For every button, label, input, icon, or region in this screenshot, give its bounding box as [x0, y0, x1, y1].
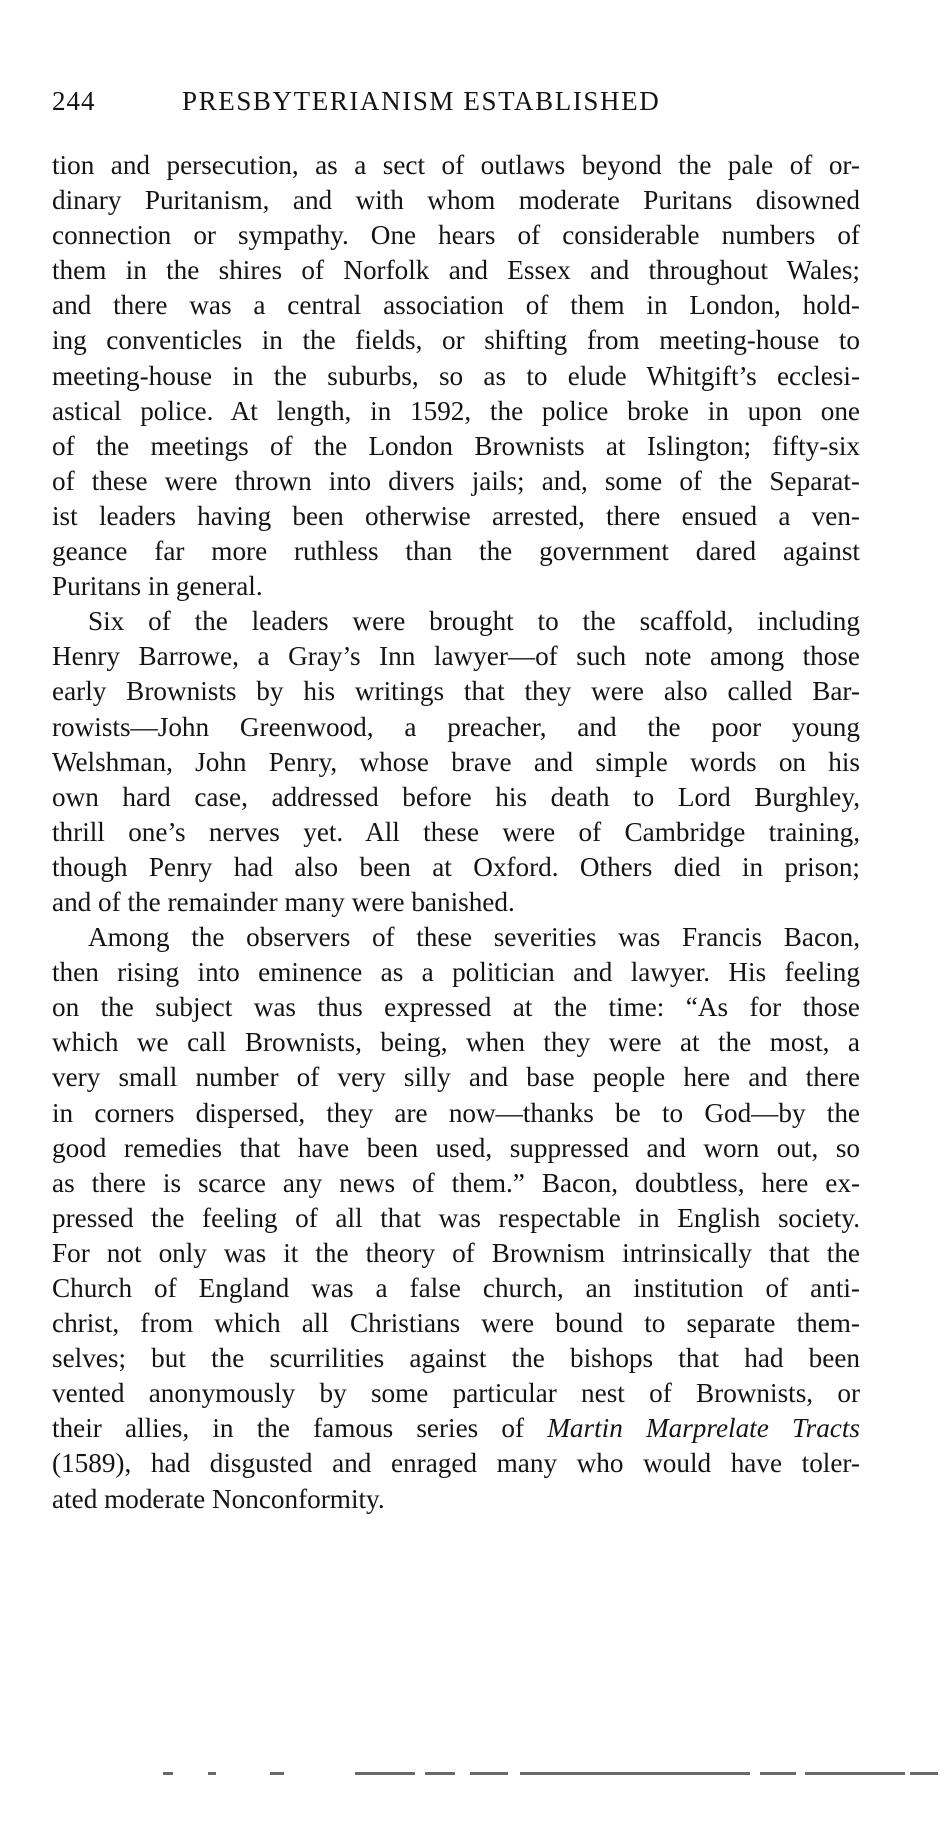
running-head: [52, 86, 862, 122]
text-line: as there is scarce any news of them.” Bacon, doubtless, here ex-: [52, 1167, 860, 1198]
text-line: though Penry had also been at Oxford. Others died in prison;: [52, 851, 860, 882]
scan-speck: [760, 1772, 796, 1775]
page-number: 244: [52, 86, 96, 116]
text-line: vented anonymously by some particular nest of Brownists, or: [52, 1378, 860, 1409]
text-line: Among the observers of these severities was Francis Bacon,: [88, 922, 860, 953]
text-line: rowists—John Greenwood, a preacher, and the poor young: [52, 711, 860, 742]
text-line: For not only was it the theory of Brownism intrinsically that the: [52, 1237, 860, 1268]
text-line: of these were thrown into divers jails; and, some of the Separat-: [52, 465, 860, 496]
scan-artifact-strip: [0, 1772, 950, 1786]
text-line: and there was a central association of them in London, hold-: [52, 290, 860, 321]
text-line: Welshman, John Penry, whose brave and simple words on his: [52, 746, 860, 777]
scan-speck: [208, 1772, 216, 1775]
text-line: astical police. At length, in 1592, the police broke in upon one: [52, 395, 860, 426]
text-line: geance far more ruthless than the government dared against: [52, 536, 860, 567]
text-line: Puritans in general.: [52, 571, 263, 602]
text-line: christ, from which all Christians were bound to separate them-: [52, 1308, 860, 1339]
text-line: in corners dispersed, they are now—thanks be to God—by the: [52, 1097, 860, 1128]
book-title-italic: Martin Marprelate Tracts: [547, 1413, 860, 1444]
text-line: (1589), had disgusted and enraged many who would have toler-: [52, 1448, 860, 1479]
text-line: thrill one’s nerves yet. All these were of Cambridge training,: [52, 816, 860, 847]
scan-speck: [910, 1772, 938, 1775]
text-line-with-italic-title: [52, 1411, 860, 1446]
text-line: connection or sympathy. One hears of considerable numbers of: [52, 220, 860, 251]
text-line: good remedies that have been used, suppressed and worn out, so: [52, 1132, 860, 1163]
text-line: Church of England was a false church, an institution of anti-: [52, 1273, 860, 1303]
text-line: and of the remainder many were banished.: [52, 886, 515, 917]
text-line: then rising into eminence as a politician and lawyer. His feeling: [52, 957, 860, 988]
scan-speck: [470, 1772, 508, 1775]
scan-speck: [425, 1772, 455, 1775]
scan-speck: [520, 1772, 750, 1775]
text-fragment: their allies, in the famous series of: [52, 1413, 548, 1444]
text-line: Six of the leaders were brought to the scaffold, including: [88, 606, 860, 637]
running-title: PRESBYTERIANISM ESTABLISHED: [182, 86, 661, 116]
text-line: which we call Brownists, being, when they were at the most, a: [52, 1027, 860, 1058]
text-line: own hard case, addressed before his death to Lord Burghley,: [52, 781, 860, 812]
scan-speck: [270, 1772, 284, 1775]
text-line: early Brownists by his writings that they were also called Bar-: [52, 676, 860, 707]
text-line: Henry Barrowe, a Gray’s Inn lawyer—of such note among those: [52, 641, 860, 672]
text-line: dinary Puritanism, and with whom moderate Puritans disowned: [52, 185, 860, 216]
text-line: on the subject was thus expressed at the time: “As for those: [52, 992, 860, 1023]
text-line: ated moderate Nonconformity.: [52, 1483, 385, 1514]
text-line: of the meetings of the London Brownists at Islington; fifty-six: [52, 430, 860, 461]
scan-speck: [163, 1772, 173, 1775]
text-line: ing conventicles in the fields, or shifting from meeting-house to: [52, 325, 860, 356]
text-line: very small number of very silly and base people here and there: [52, 1062, 860, 1093]
scan-speck: [805, 1772, 905, 1775]
scan-speck: [355, 1772, 415, 1775]
body-text: [52, 148, 860, 1517]
text-line: selves; but the scurrilities against the bishops that had been: [52, 1343, 860, 1374]
text-line: ist leaders having been otherwise arrested, there ensued a ven-: [52, 500, 860, 531]
text-line: pressed the feeling of all that was respectable in English society.: [52, 1202, 860, 1233]
text-line: tion and persecution, as a sect of outlaws beyond the pale of or-: [52, 150, 860, 180]
text-line: them in the shires of Norfolk and Essex and throughout Wales;: [52, 255, 860, 286]
text-line: meeting-house in the suburbs, so as to elude Whitgift’s ecclesi-: [52, 360, 860, 391]
